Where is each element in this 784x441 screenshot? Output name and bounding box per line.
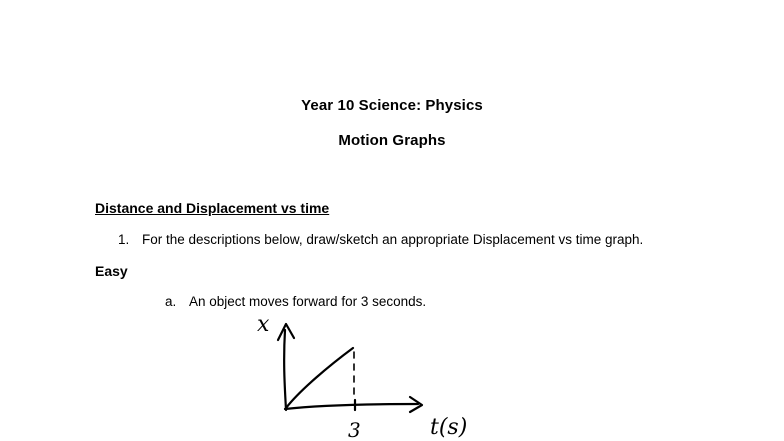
- question-1a-letter: a.: [165, 294, 177, 309]
- document-subtitle: Motion Graphs: [338, 132, 446, 149]
- section-heading: Distance and Displacement vs time: [95, 200, 330, 216]
- sketch-tick-label: 3: [348, 418, 361, 441]
- difficulty-label: Easy: [95, 263, 128, 279]
- question-1-text: For the descriptions below, draw/sketch an appropriate Displacement vs time graph.: [142, 232, 644, 247]
- document-title: Year 10 Science: Physics: [301, 97, 483, 114]
- question-1-number: 1.: [118, 232, 130, 247]
- sketch-y-arrow: [278, 324, 294, 340]
- sketch-x-axis: [285, 404, 418, 409]
- sketch-graph-line: [286, 348, 353, 408]
- sketch-x-label: t(s): [430, 415, 468, 440]
- sketch-y-axis: [284, 330, 286, 410]
- question-1a-text: An object moves forward for 3 seconds.: [189, 294, 427, 309]
- sketch-y-label: x: [257, 312, 270, 337]
